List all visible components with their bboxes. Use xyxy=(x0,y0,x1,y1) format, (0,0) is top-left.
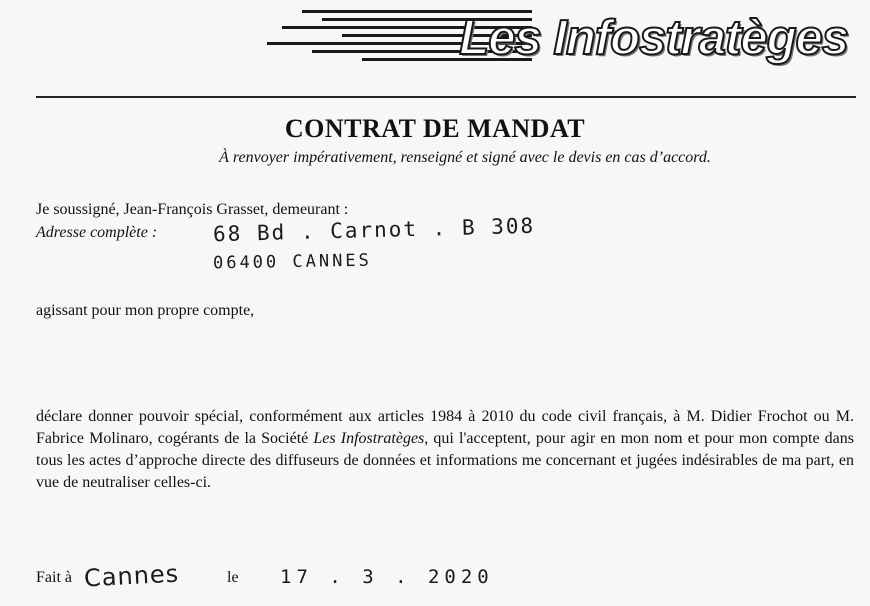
logo-text: Les Infostratèges xyxy=(459,11,848,65)
address-line-1: 68 Bd . Carnot . B 308 xyxy=(212,213,536,247)
page-subtitle: À renvoyer impérativement, renseigné et signé avec le devis en cas d’accord. xyxy=(219,149,711,166)
acting-statement: agissant pour mon propre compte, xyxy=(36,302,255,319)
company-name: Les Infostratèges xyxy=(313,430,425,447)
address-line-2: 06400 CANNES xyxy=(212,250,372,274)
signature-date: 17 . 3 . 2020 xyxy=(280,566,494,588)
address-label: Adresse complète : xyxy=(36,224,158,241)
page-title: CONTRAT DE MANDAT xyxy=(284,114,586,143)
date-label: le xyxy=(227,569,239,586)
company-logo xyxy=(262,4,862,74)
mandate-paragraph xyxy=(36,406,854,494)
signature-city: Cannes xyxy=(83,559,180,593)
header-divider xyxy=(36,96,856,98)
signatory-intro: Je soussigné, Jean-François Grasset, demeurant : xyxy=(36,201,349,218)
made-at-label: Fait à xyxy=(36,569,72,586)
mandate-text-start: déclare donner pouvoir spécial, conformément aux articles 1984 à 2010 du code civil français, à M. Didier Frochot ou M. Fabrice Molinaro, cogérants de la Société xyxy=(36,408,854,447)
mandate-text-end: , qui l'acceptent, pour agir en mon nom et pour mon compte dans tous les actes d’approche directe des diffuseurs de données et informations me concernant et jugées indésirables de ma part, en vue de neutraliser celles-ci. xyxy=(36,430,855,491)
